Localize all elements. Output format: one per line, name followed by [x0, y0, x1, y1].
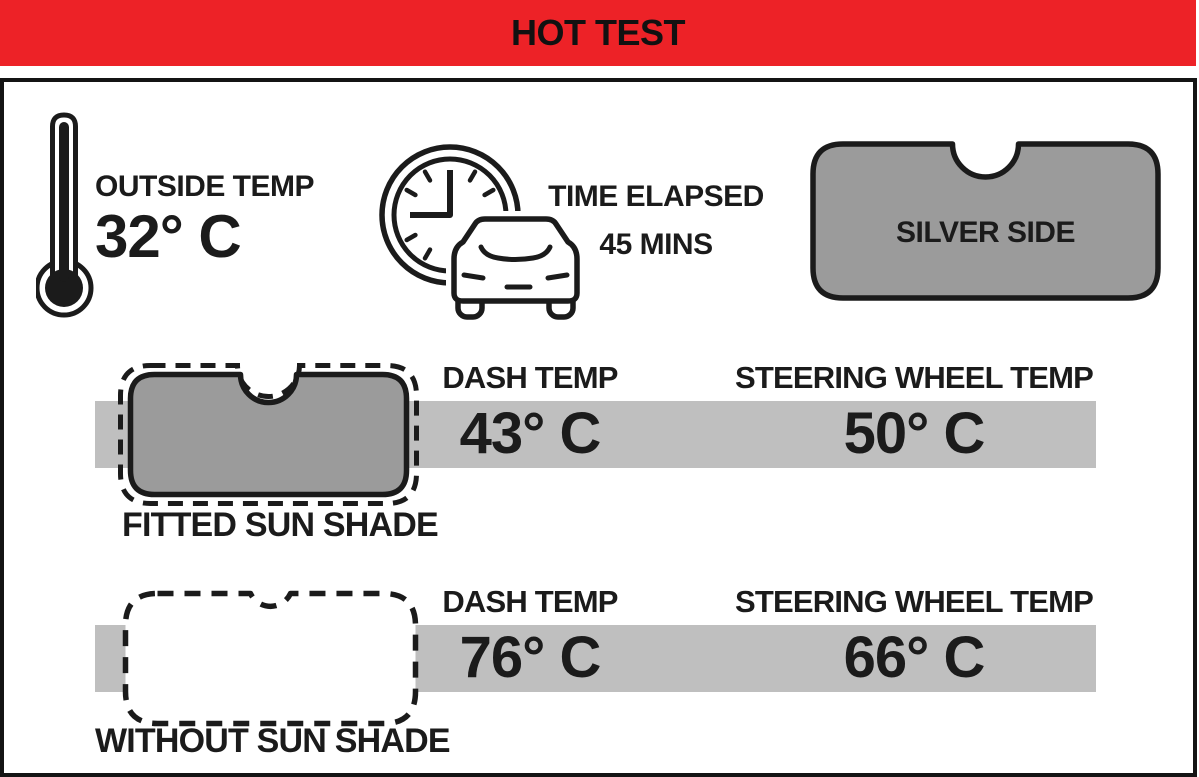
thermometer-icon: [36, 110, 98, 322]
steering-wheel-temp-value: 50° C: [843, 401, 985, 466]
outside-temp-label: OUTSIDE TEMP: [95, 170, 315, 203]
outside-temp-block: [95, 170, 315, 270]
time-elapsed-value: 45 MINS: [599, 228, 713, 261]
silver-sunshade-graphic: [810, 141, 1161, 301]
fitted-sunshade-graphic: [117, 362, 420, 507]
without-sunshade-label: WITHOUT SUN SHADE: [95, 722, 450, 760]
steering-wheel-temp-label: STEERING WHEEL TEMP: [735, 584, 1093, 619]
page-title: HOT TEST: [511, 12, 685, 53]
dash-temp-value: 43° C: [459, 401, 601, 466]
outside-temp-value: 32° C: [95, 203, 241, 270]
dash-temp-label: DASH TEMP: [442, 360, 618, 395]
steering-wheel-temp-label: STEERING WHEEL TEMP: [735, 360, 1093, 395]
time-elapsed-block: [540, 180, 772, 262]
steering-wheel-temp-value: 66° C: [843, 625, 985, 690]
without-sunshade-graphic: [122, 590, 419, 727]
dash-temp-value: 76° C: [459, 625, 601, 690]
time-elapsed-label: TIME ELAPSED: [548, 180, 764, 213]
dash-temp-label: DASH TEMP: [442, 584, 618, 619]
banner: [0, 0, 1196, 66]
fitted-sunshade-label: FITTED SUN SHADE: [122, 506, 438, 544]
silver-side-label: SILVER SIDE: [896, 216, 1075, 249]
